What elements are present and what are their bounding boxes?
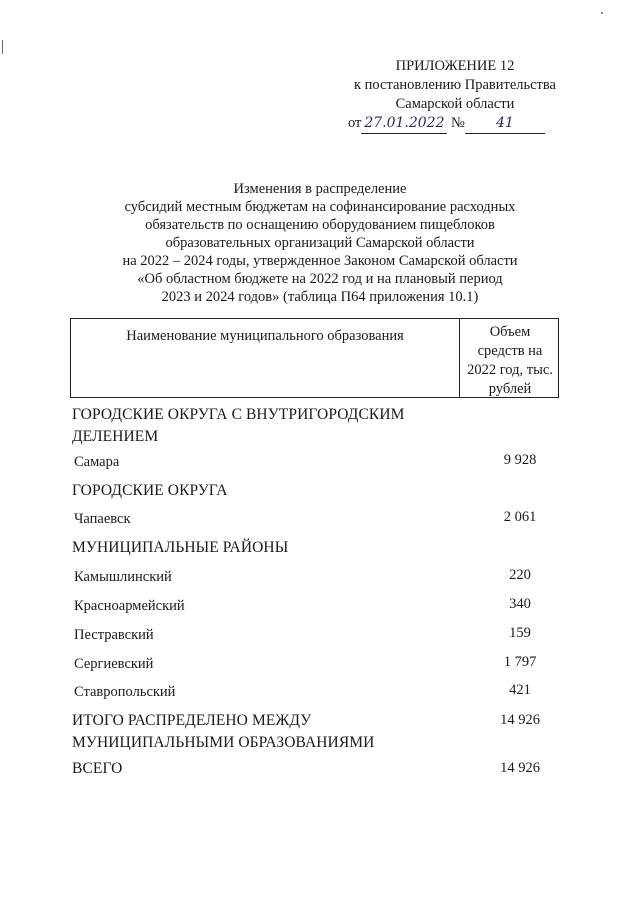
appendix-region-line: Самарской области xyxy=(395,96,515,112)
row-name: Ставропольский xyxy=(74,684,176,700)
row-value: 220 xyxy=(509,567,531,583)
document-title xyxy=(60,180,580,306)
grand-total-label: ВСЕГО xyxy=(72,760,123,777)
row-value: 159 xyxy=(509,625,531,641)
section-heading: ГОРОДСКИЕ ОКРУГА xyxy=(72,482,228,499)
title-line: «Об областном бюджете на 2022 год и на плановый период xyxy=(137,271,503,287)
appendix-date-line xyxy=(340,114,570,134)
row-value: 340 xyxy=(509,596,531,612)
row-name: Камышлинский xyxy=(74,569,172,585)
appendix-resolution-line: к постановлению Правительства xyxy=(354,77,556,93)
scan-speck xyxy=(2,40,3,54)
total-distributed-value: 14 926 xyxy=(500,712,540,728)
appendix-title: ПРИЛОЖЕНИЕ 12 xyxy=(395,58,515,74)
column-header-amount: Объем средств на 2022 год, тыс. рублей xyxy=(467,324,553,397)
row-value: 2 061 xyxy=(503,509,537,525)
section-heading: ГОРОДСКИЕ ОКРУГА С ВНУТРИГОРОДСКИМ ДЕЛЕНИЕМ xyxy=(72,406,405,445)
column-header-name: Наименование муниципального образования xyxy=(71,319,460,397)
row-value: 1 797 xyxy=(503,654,537,670)
scan-speck xyxy=(601,12,603,14)
date-value: 27.01.2022 xyxy=(364,115,445,131)
row-name: Красноармейский xyxy=(74,598,185,614)
title-line: образовательных организаций Самарской области xyxy=(165,235,475,251)
title-line: 2023 и 2024 годов» (таблица П64 приложения 10.1) xyxy=(161,289,479,305)
row-name: Самара xyxy=(74,454,120,470)
row-name: Пестравский xyxy=(74,627,154,643)
appendix-header xyxy=(340,57,570,134)
title-line: субсидий местным бюджетам на софинансирование расходных xyxy=(124,199,516,215)
number-sign: № xyxy=(451,115,465,131)
row-value: 9 928 xyxy=(503,452,537,468)
row-name: Сергиевский xyxy=(74,656,154,672)
number-value: 41 xyxy=(495,115,514,131)
title-line: на 2022 – 2024 годы, утвержденное Законом Самарской области xyxy=(122,253,518,269)
grand-total-value: 14 926 xyxy=(500,760,540,776)
title-line: Изменения в распределение xyxy=(233,181,407,197)
total-distributed-label: ИТОГО РАСПРЕДЕЛЕНО МЕЖДУ МУНИЦИПАЛЬНЫМИ ОБРАЗОВАНИЯМИ xyxy=(72,712,375,751)
title-line: обязательств по оснащению оборудованием пищеблоков xyxy=(145,217,495,233)
section-heading: МУНИЦИПАЛЬНЫЕ РАЙОНЫ xyxy=(72,539,289,556)
table-header xyxy=(70,318,559,398)
date-prefix: от xyxy=(348,115,362,131)
row-name: Чапаевск xyxy=(74,511,131,527)
row-value: 421 xyxy=(509,682,531,698)
